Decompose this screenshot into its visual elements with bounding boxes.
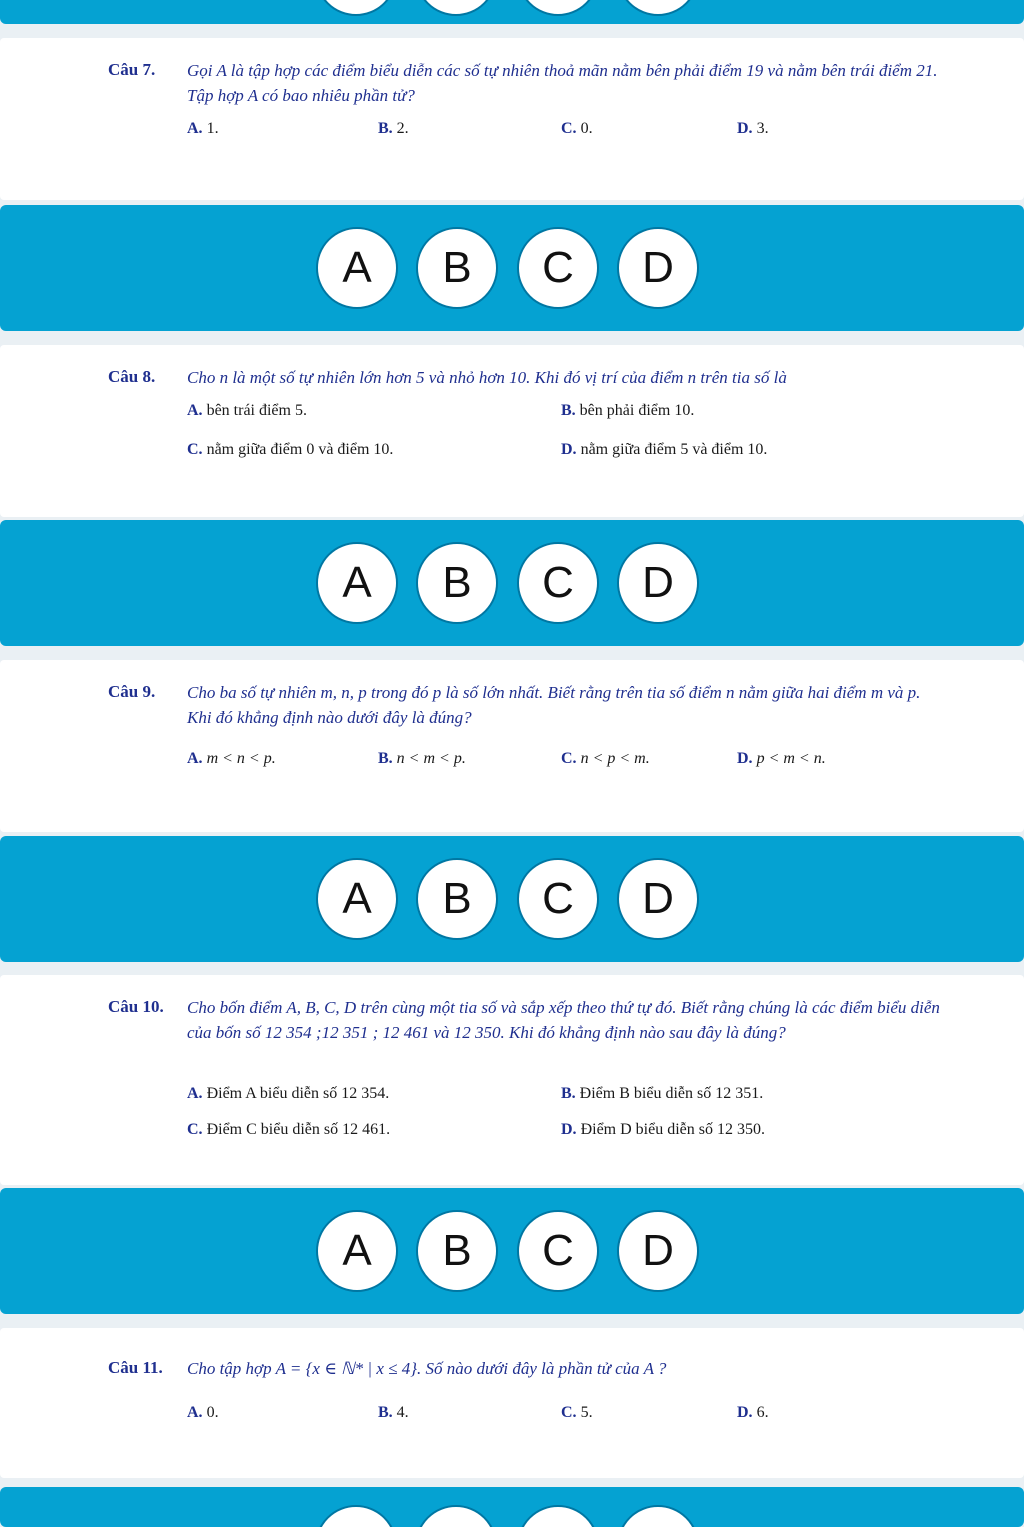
answer-button-a[interactable]: A bbox=[316, 542, 398, 624]
answer-band-bottom bbox=[0, 1487, 1024, 1527]
option-d: D. 6. bbox=[737, 1404, 769, 1421]
answer-button-d[interactable]: D bbox=[617, 542, 699, 624]
question-text: Cho bốn điểm A, B, C, D trên cùng một tia số và sắp xếp theo thứ tự đó. Biết rằng chúng là các điểm biểu diễn của bốn số 12 354 ;12 351 ; 12 461 và 12 350. Khi đó khẳng định nào sau đây là đúng? bbox=[187, 998, 940, 1042]
answer-button-a[interactable]: A bbox=[316, 858, 398, 940]
question-card-10 bbox=[0, 975, 1024, 1185]
answer-band-7 bbox=[0, 205, 1024, 331]
option-a: A. bên trái điểm 5. bbox=[187, 402, 307, 419]
question-label: Câu 10. bbox=[108, 997, 164, 1016]
question-label: Câu 11. bbox=[108, 1358, 163, 1377]
question-card-9 bbox=[0, 660, 1024, 832]
question-text: Cho ba số tự nhiên m, n, p trong đó p là số lớn nhất. Biết rằng trên tia số điểm n nằm giữa hai điểm m và p. Khi đó khẳng định nào dưới đây là đúng? bbox=[187, 683, 921, 727]
answer-button-c[interactable]: C bbox=[517, 1210, 599, 1292]
question-label: Câu 7. bbox=[108, 60, 156, 79]
answer-button-d[interactable]: D bbox=[617, 227, 699, 309]
question-text: Cho n là một số tự nhiên lớn hơn 5 và nhỏ hơn 10. Khi đó vị trí của điểm n trên tia số là bbox=[187, 368, 787, 387]
answer-button-partial[interactable] bbox=[415, 0, 497, 16]
answer-button-partial[interactable] bbox=[517, 0, 599, 16]
option-a: A. 1. bbox=[187, 120, 219, 137]
question-card-8 bbox=[0, 345, 1024, 517]
answer-band-10 bbox=[0, 1188, 1024, 1314]
answer-button-c[interactable]: C bbox=[517, 227, 599, 309]
answer-band-top bbox=[0, 0, 1024, 24]
option-d: D. p < m < n. bbox=[737, 750, 826, 767]
option-a: A. Điểm A biểu diễn số 12 354. bbox=[187, 1085, 390, 1102]
option-a: A. 0. bbox=[187, 1404, 219, 1421]
option-d: D. 3. bbox=[737, 120, 769, 137]
question-text: Gọi A là tập hợp các điểm biểu diễn các số tự nhiên thoả mãn nằm bên phải điểm 19 và nằm bên trái điểm 21. Tập hợp A có bao nhiêu phần tử? bbox=[187, 61, 938, 105]
option-c: C. nằm giữa điểm 0 và điểm 10. bbox=[187, 441, 394, 458]
option-b: B. Điểm B biểu diễn số 12 351. bbox=[561, 1085, 764, 1102]
answer-button-c[interactable]: C bbox=[517, 858, 599, 940]
answer-button-partial[interactable] bbox=[617, 1505, 699, 1527]
answer-band-8 bbox=[0, 520, 1024, 646]
question-label: Câu 9. bbox=[108, 682, 156, 701]
question-text: Cho tập hợp A = {x ∈ ℕ* | x ≤ 4}. Số nào dưới đây là phần tử của A ? bbox=[187, 1359, 667, 1378]
option-d: D. nằm giữa điểm 5 và điểm 10. bbox=[561, 441, 768, 458]
option-d: D. Điểm D biểu diễn số 12 350. bbox=[561, 1121, 765, 1138]
answer-button-d[interactable]: D bbox=[617, 1210, 699, 1292]
answer-button-partial[interactable] bbox=[315, 1505, 397, 1527]
option-c: C. Điểm C biểu diễn số 12 461. bbox=[187, 1121, 391, 1138]
answer-button-partial[interactable] bbox=[415, 1505, 497, 1527]
question-card-7 bbox=[0, 38, 1024, 200]
option-c: C. 5. bbox=[561, 1404, 593, 1421]
answer-button-b[interactable]: B bbox=[416, 542, 498, 624]
answer-band-9 bbox=[0, 836, 1024, 962]
answer-button-b[interactable]: B bbox=[416, 227, 498, 309]
option-b: B. 2. bbox=[378, 120, 409, 137]
answer-button-partial[interactable] bbox=[517, 1505, 599, 1527]
answer-button-d[interactable]: D bbox=[617, 858, 699, 940]
answer-button-partial[interactable] bbox=[315, 0, 397, 16]
option-c: C. n < p < m. bbox=[561, 750, 650, 767]
question-label: Câu 8. bbox=[108, 367, 156, 386]
answer-button-b[interactable]: B bbox=[416, 1210, 498, 1292]
option-b: B. 4. bbox=[378, 1404, 409, 1421]
answer-button-c[interactable]: C bbox=[517, 542, 599, 624]
answer-button-b[interactable]: B bbox=[416, 858, 498, 940]
option-a: A. m < n < p. bbox=[187, 750, 276, 767]
option-b: B. bên phải điểm 10. bbox=[561, 402, 695, 419]
answer-button-a[interactable]: A bbox=[316, 1210, 398, 1292]
answer-button-a[interactable]: A bbox=[316, 227, 398, 309]
option-b: B. n < m < p. bbox=[378, 750, 466, 767]
answer-button-partial[interactable] bbox=[617, 0, 699, 16]
question-card-11 bbox=[0, 1328, 1024, 1478]
option-c: C. 0. bbox=[561, 120, 593, 137]
